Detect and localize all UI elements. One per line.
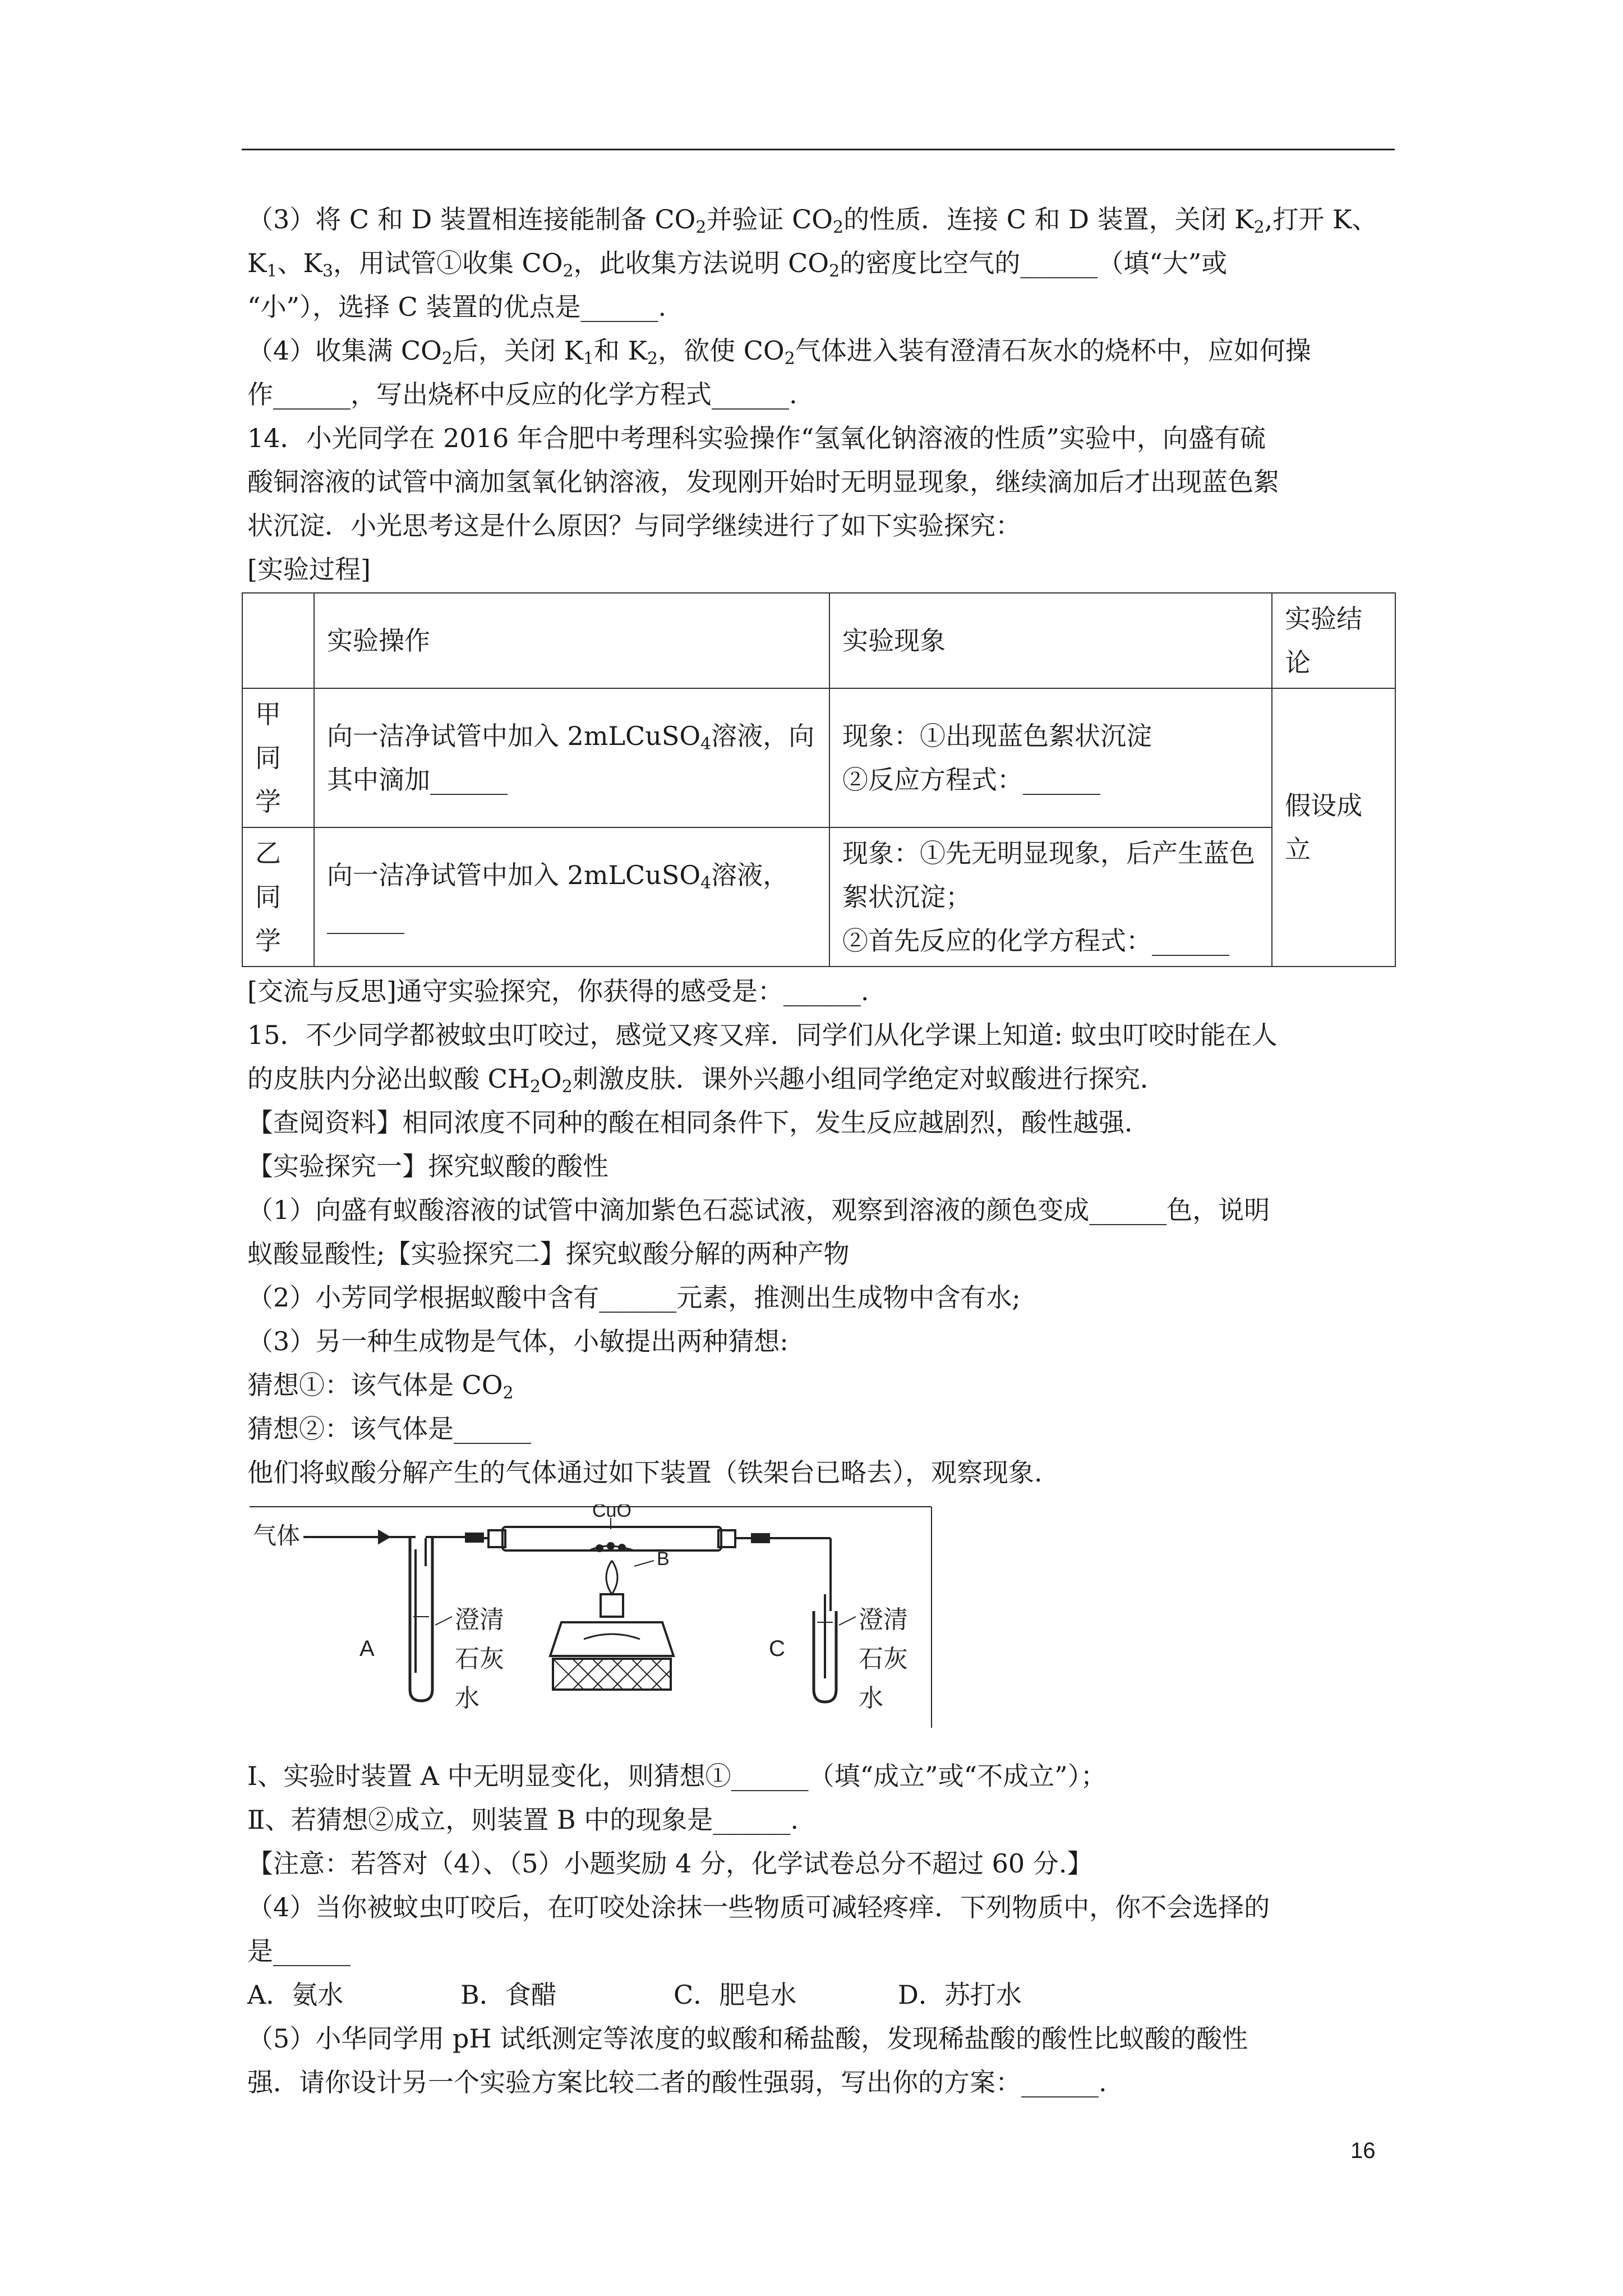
lime-a-line2: 石灰 [455, 1645, 504, 1673]
gas-label: 气体 [253, 1522, 301, 1549]
q15-part4-line1: （4）当你被蚊虫叮咬后，在叮咬处涂抹一些物质可减轻疼痒．下列物质中，你不会选择的 [247, 1892, 1270, 1922]
label-a: A [359, 1636, 375, 1661]
q14-section-label: [实验过程] [247, 554, 371, 585]
q15-intro-line2: 的皮肤内分泌出蚁酸 $CH_2O_2$刺激皮肤．课外兴趣小组同学绝定对蚁酸进行探究． [247, 1064, 1166, 1097]
label-c: C [769, 1636, 785, 1661]
apparatus-diagram [247, 1504, 934, 1730]
operation-cell: 向一洁净试管中加入 2mLCuSO$_4$溶液，向其中滴加______ [314, 688, 829, 827]
q15-guess1: 猜想①：该气体是 $CO_2$ [247, 1370, 514, 1403]
q15-reference: 【查阅资料】相同浓度不同种的酸在相同条件下，发生反应越剧烈，酸性越强． [247, 1107, 1150, 1138]
student-cell: 乙同学 [242, 827, 314, 967]
q14-intro-line2: 酸铜溶液的试管中滴加氢氧化钠溶液，发现刚开始时无明显现象，继续滴加后才出现蓝色絮 [247, 467, 1279, 497]
experiment-table [242, 592, 1396, 967]
lime-c-line2: 石灰 [859, 1645, 908, 1673]
q15-part3: （3）另一种生成物是气体，小敏提出两种猜想: [247, 1326, 789, 1356]
page-content [247, 197, 1397, 2104]
q14-reflection: [交流与反思]通守实验探究，你获得的感受是：______. [247, 976, 869, 1006]
page-number: 16 [1350, 2138, 1376, 2163]
q15-part5-line2: 强．请你设计另一个实验方案比较二者的酸性强弱，写出你的方案：______. [247, 2067, 1107, 2097]
operation-cell: 向一洁净试管中加入 2mLCuSO$_4$溶液，______ [314, 827, 829, 967]
q15-intro-line1: 15．不少同学都被蚊虫叮咬过，感觉又疼又痒．同学们从化学课上知道: 蚊虫叮咬时能在人 [247, 1020, 1278, 1050]
q13-part4-line1: （4）收集满 $CO_2$后，关闭 $K_1$和 $K_2$，欲使 $CO_2$气体进入装有澄清石灰水的烧杯中，应如何操 [247, 335, 1311, 369]
q15-part2: （2）小芳同学根据蚁酸中含有______元素，推测出生成物中含有水; [247, 1282, 1021, 1313]
label-b: B [657, 1548, 670, 1570]
cuo-label: CuO [592, 1504, 631, 1521]
phenomenon-cell: 现象：①出现蓝色絮状沉淀 ②反应方程式：______ [829, 688, 1272, 827]
table-header-cell [242, 593, 314, 688]
student-cell: 甲同学 [242, 688, 314, 827]
q15-guess2: 猜想②：该气体是______ [247, 1414, 531, 1444]
q15-part5-line1: （5）小华同学用 pH 试纸测定等浓度的蚁酸和稀盐酸，发现稀盐酸的酸性比蚁酸的酸性 [247, 2023, 1248, 2054]
option-d: D．苏打水 [898, 1980, 1022, 2010]
option-c: C．肥皂水 [674, 1980, 797, 2010]
q14-intro-line3: 状沉淀．小光思考这是什么原因？与同学继续进行了如下实验探究： [247, 510, 1021, 541]
lime-c-line1: 澄清 [859, 1606, 908, 1634]
table-header-cell: 实验操作 [314, 593, 829, 688]
q13-part3-line1: （3）将 C 和 D 装置相连接能制备 $CO_2$并验证 $CO_2$的性质．连接 C 和 D 装置，关闭 $K_2$,打开 K、 [247, 204, 1378, 237]
option-a: A．氨水 [247, 1980, 344, 2010]
q14-intro-line1: 14．小光同学在 2016 年合肥中考理科实验操作“氢氧化钠溶液的性质”实验中，向盛有硫 [247, 423, 1266, 453]
option-b: B．食醋 [460, 1980, 557, 2010]
q15-roman1: Ⅰ、实验时装置 A 中无明显变化，则猜想①______（填“成立”或“不成立”）； [247, 1761, 1106, 1791]
phenomenon-cell: 现象：①先无明显现象，后产生蓝色絮状沉淀； ②首先反应的化学方程式：______ [829, 827, 1272, 967]
q15-part1-line1: （1）向盛有蚁酸溶液的试管中滴加紫色石蕊试液，观察到溶液的颜色变成______色，说明 [247, 1195, 1270, 1225]
table-header-cell: 实验结论 [1272, 593, 1395, 688]
lime-a-line1: 澄清 [455, 1606, 504, 1634]
q15-device-intro: 他们将蚁酸分解产生的气体通过如下装置（铁架台已略去），观察现象. [247, 1457, 1043, 1488]
table-row [242, 827, 1395, 967]
q15-roman2: Ⅱ、若猜想②成立，则装置 B 中的现象是______. [247, 1805, 799, 1835]
q15-experiment1-heading: 【实验探究一】探究蚁酸的酸性 [247, 1151, 608, 1181]
lime-c-line3: 水 [859, 1685, 883, 1712]
q15-options [247, 1973, 1397, 2017]
table-header-row [242, 593, 1395, 688]
q15-part4-line2: 是______ [247, 1936, 351, 1966]
lime-a-line3: 水 [455, 1685, 479, 1712]
table-header-cell: 实验现象 [829, 593, 1272, 688]
conclusion-cell: 假设成立 [1272, 688, 1395, 967]
q15-part1-line2: 蚁酸显酸性;【实验探究二】探究蚁酸分解的两种产物 [247, 1239, 850, 1269]
q13-part3-line2: $K_1$、$K_3$，用试管①收集 $CO_2$，此收集方法说明 $CO_2$的密度比空气的______（填“大”或 [247, 248, 1228, 281]
q15-note: 【注意：若答对（4）、（5）小题奖励 4 分，化学试卷总分不超过 60 分.】 [247, 1848, 1093, 1879]
q13-part3-line3: “小”），选择 C 装置的优点是______. [247, 292, 667, 322]
q13-part4-line2: 作______，写出烧杯中反应的化学方程式______. [247, 379, 797, 409]
header-rule [242, 149, 1395, 150]
table-row [242, 688, 1395, 827]
